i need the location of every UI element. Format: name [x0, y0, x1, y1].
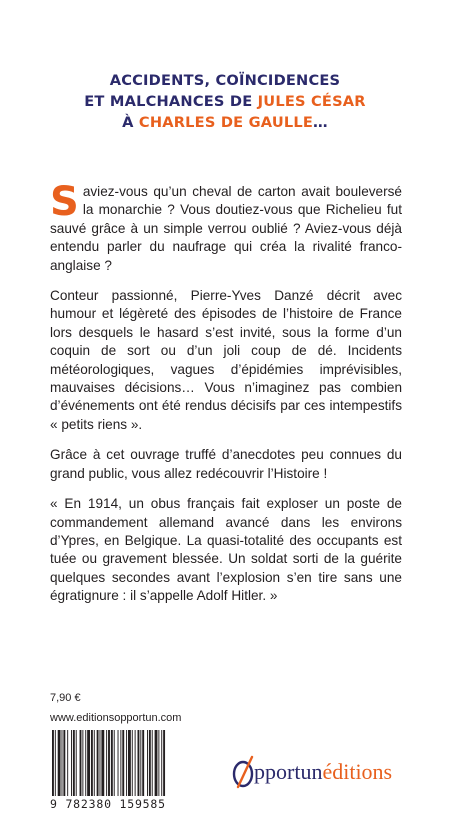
- publisher-logo: [232, 751, 412, 791]
- headline-text-1: ACCIDENTS, COÏNCIDENCES: [109, 72, 341, 89]
- barcode: [50, 730, 206, 800]
- logo-part-editions: éditions: [322, 759, 393, 784]
- barcode-bar: [155, 730, 158, 796]
- barcode-bar: [106, 730, 107, 796]
- paragraph-1-text: aviez-vous qu’un cheval de carton avait bouleversé la monarchie ? Vous doutiez-vous que Richelieu fut sauvé grâce à un simple verrou oublié ? Aviez-vous déjà entendu parler du naufrage qui créa la rivalité franco-anglaise ?: [50, 184, 402, 273]
- barcode-bar: [101, 730, 104, 796]
- barcode-bar: [111, 730, 113, 796]
- barcode-bar: [71, 730, 72, 796]
- logo-part-opportun: pportun: [254, 759, 323, 784]
- barcode-bar: [62, 730, 63, 796]
- barcode-bar: [152, 730, 153, 796]
- barcode-bar: [76, 730, 77, 796]
- barcode-bar: [52, 730, 54, 796]
- logo-wordmark: [254, 757, 392, 787]
- paragraph-3: Grâce à cet ouvrage truffé d’anecdotes peu connues du grand public, vous allez redécouvrir l’Histoire !: [50, 447, 402, 481]
- barcode-bar: [108, 730, 110, 796]
- blurb: [50, 179, 402, 618]
- headline: [0, 70, 450, 133]
- quote-paragraph: « En 1914, un obus français fait exploser un poste de commandement allemand avancé dans les environs d’Ypres, en Belgique. La quasi-totalité des occupants est tuée ou gravement blessée. Un soldat sorti de la guérite quelques secondes avant l’explosion s’en tire sans une égratignure : il s’appelle Adolf Hitler. »: [50, 496, 402, 604]
- headline-highlight-cesar: JULES CÉSAR: [257, 93, 366, 110]
- headline-text-3: À: [122, 114, 139, 131]
- price: 7,90 €: [50, 692, 81, 704]
- barcode-bar: [63, 730, 65, 796]
- barcode-bar: [163, 730, 165, 796]
- barcode-bar: [58, 730, 61, 796]
- barcode-bar: [91, 730, 93, 796]
- barcode-bar: [82, 730, 83, 796]
- headline-highlight-gaulle: CHARLES DE GAULLE: [138, 114, 314, 131]
- barcode-bar: [67, 730, 68, 796]
- barcode-bar: [94, 730, 95, 796]
- barcode-bar: [114, 730, 115, 796]
- drop-cap: S: [50, 179, 79, 225]
- barcode-bar: [126, 730, 127, 796]
- barcode-bar: [135, 730, 136, 796]
- barcode-bar: [85, 730, 86, 796]
- paragraph-1: [50, 179, 402, 275]
- paragraph-2: Conteur passionné, Pierre-Yves Danzé décrit avec humour et légèreté des épisodes de l’histoire de France lors desquels le hasard s’est invité, sous la forme d’un coquin de sort ou d’un joli coup de dé. Incidents météorologiques, vagues d’épidémies imprévisibles, mauvaises décisions… Vous n’imaginez pas combien d’événements ont été rendus décisifs par ces intempestifs « petits riens ».: [50, 288, 402, 432]
- barcode-bar: [149, 730, 151, 796]
- headline-line-2: [0, 91, 450, 112]
- barcode-bar: [122, 730, 124, 796]
- barcode-bar: [142, 730, 144, 796]
- headline-ellipsis: …: [313, 114, 328, 131]
- headline-text-2: ET MALCHANCES DE: [84, 93, 258, 110]
- barcode-bar: [97, 730, 99, 796]
- headline-line-1: [0, 70, 450, 91]
- barcode-bar: [100, 730, 101, 796]
- publisher-website: www.editionsopportun.com: [50, 712, 182, 724]
- barcode-bar: [138, 730, 140, 796]
- barcode-bar: [55, 730, 56, 796]
- barcode-bar: [128, 730, 131, 796]
- barcode-bar: [120, 730, 121, 796]
- barcode-bar: [73, 730, 75, 796]
- barcode-bar: [158, 730, 159, 796]
- barcode-bar: [132, 730, 133, 796]
- barcode-bar: [140, 730, 141, 796]
- barcode-bar: [87, 730, 90, 796]
- barcode-bar: [147, 730, 148, 796]
- isbn-number: 9 782380 159585: [50, 797, 166, 811]
- barcode-icon: [50, 730, 206, 796]
- barcode-bar: [80, 730, 82, 796]
- barcode-bar: [161, 730, 162, 796]
- headline-line-3: [0, 112, 450, 133]
- barcode-bar: [118, 730, 119, 796]
